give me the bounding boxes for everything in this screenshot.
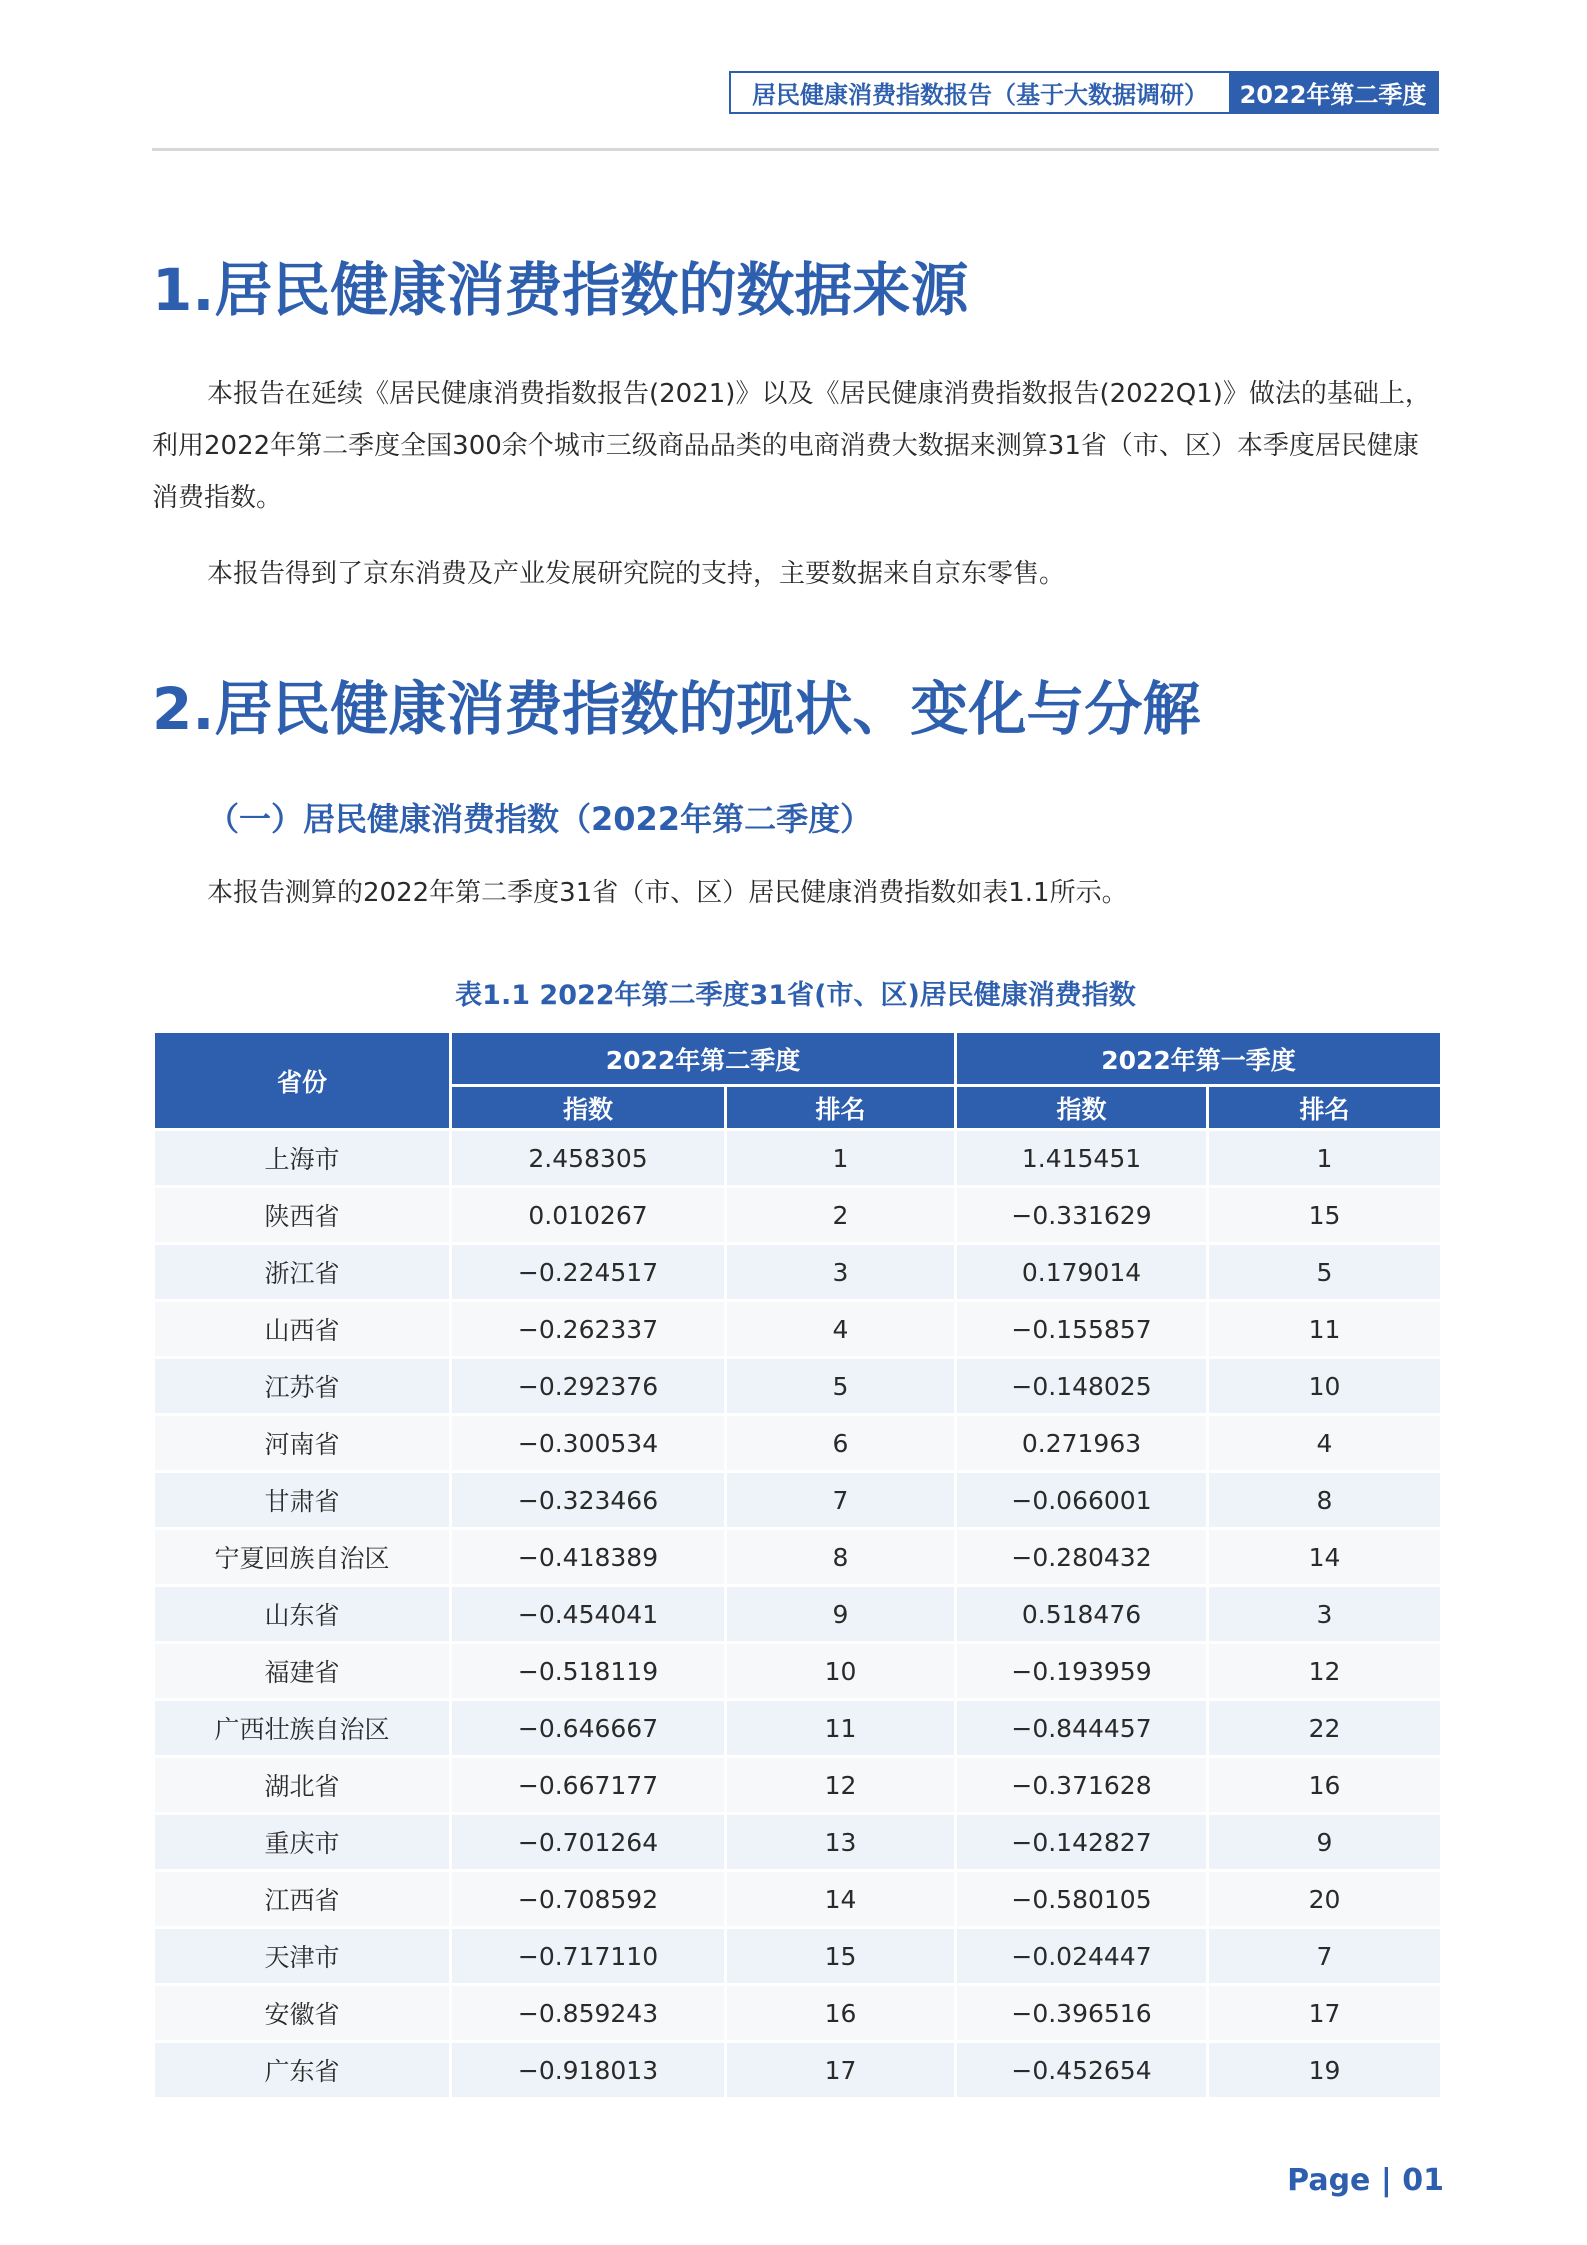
cell-q1-index: 0.271963 xyxy=(956,1415,1208,1472)
table-row xyxy=(154,1928,1442,1985)
table-row xyxy=(154,1130,1442,1187)
header-q1-index: 指数 xyxy=(956,1086,1208,1130)
table-caption: 表1.1 2022年第二季度31省(市、区)居民健康消费指数 xyxy=(455,980,1136,1011)
cell-q1-rank: 14 xyxy=(1208,1529,1442,1586)
running-header xyxy=(729,71,1439,114)
table-row xyxy=(154,1472,1442,1529)
cell-q2-rank: 7 xyxy=(726,1472,956,1529)
cell-q2-rank: 10 xyxy=(726,1643,956,1700)
cell-q1-index: −0.148025 xyxy=(956,1358,1208,1415)
cell-q2-index: −0.262337 xyxy=(451,1301,726,1358)
cell-q2-index: −0.224517 xyxy=(451,1244,726,1301)
cell-q1-rank: 3 xyxy=(1208,1586,1442,1643)
cell-q1-index: −0.580105 xyxy=(956,1871,1208,1928)
cell-q2-index: 2.458305 xyxy=(451,1130,726,1187)
header-group-q2: 2022年第二季度 xyxy=(451,1032,956,1086)
table-row xyxy=(154,1700,1442,1757)
cell-q1-rank: 17 xyxy=(1208,1985,1442,2042)
section2-heading: 2.居民健康消费指数的现状、变化与分解 xyxy=(152,675,1201,743)
cell-q1-index: −0.452654 xyxy=(956,2042,1208,2099)
cell-province: 宁夏回族自治区 xyxy=(154,1529,451,1586)
header-q2-index: 指数 xyxy=(451,1086,726,1130)
cell-q2-index: −0.292376 xyxy=(451,1358,726,1415)
header-group-q1: 2022年第一季度 xyxy=(956,1032,1442,1086)
table-row xyxy=(154,1187,1442,1244)
cell-province: 重庆市 xyxy=(154,1814,451,1871)
table-row xyxy=(154,1643,1442,1700)
cell-q2-rank: 2 xyxy=(726,1187,956,1244)
cell-q2-rank: 11 xyxy=(726,1700,956,1757)
cell-q2-rank: 15 xyxy=(726,1928,956,1985)
table-body xyxy=(154,1130,1442,2099)
cell-q2-rank: 1 xyxy=(726,1130,956,1187)
table-row xyxy=(154,2042,1442,2099)
cell-q2-rank: 13 xyxy=(726,1814,956,1871)
table-row xyxy=(154,1301,1442,1358)
table-row xyxy=(154,1358,1442,1415)
cell-q1-rank: 12 xyxy=(1208,1643,1442,1700)
cell-q2-rank: 12 xyxy=(726,1757,956,1814)
cell-q1-rank: 15 xyxy=(1208,1187,1442,1244)
cell-q1-rank: 9 xyxy=(1208,1814,1442,1871)
cell-q1-index: −0.155857 xyxy=(956,1301,1208,1358)
cell-q1-index: 0.518476 xyxy=(956,1586,1208,1643)
cell-q1-rank: 20 xyxy=(1208,1871,1442,1928)
header-divider xyxy=(152,148,1439,151)
cell-q1-index: −0.331629 xyxy=(956,1187,1208,1244)
table-row xyxy=(154,1985,1442,2042)
cell-q2-rank: 17 xyxy=(726,2042,956,2099)
index-table xyxy=(152,1030,1443,2100)
header-q1-rank: 排名 xyxy=(1208,1086,1442,1130)
cell-q2-rank: 4 xyxy=(726,1301,956,1358)
cell-q1-rank: 11 xyxy=(1208,1301,1442,1358)
cell-province: 山东省 xyxy=(154,1586,451,1643)
header-q2-rank: 排名 xyxy=(726,1086,956,1130)
cell-q1-rank: 5 xyxy=(1208,1244,1442,1301)
cell-q2-index: −0.717110 xyxy=(451,1928,726,1985)
page-number: Page | 01 xyxy=(1287,2163,1444,2198)
cell-q2-index: −0.667177 xyxy=(451,1757,726,1814)
cell-q1-index: −0.066001 xyxy=(956,1472,1208,1529)
table-row xyxy=(154,1415,1442,1472)
cell-q2-index: −0.646667 xyxy=(451,1700,726,1757)
cell-q1-rank: 10 xyxy=(1208,1358,1442,1415)
header-report-title: 居民健康消费指数报告（基于大数据调研） xyxy=(731,73,1229,112)
table-row xyxy=(154,1529,1442,1586)
cell-q2-index: −0.859243 xyxy=(451,1985,726,2042)
cell-province: 上海市 xyxy=(154,1130,451,1187)
cell-q1-index: −0.193959 xyxy=(956,1643,1208,1700)
header-period: 2022年第二季度 xyxy=(1229,73,1437,112)
section2-subheading: （一）居民健康消费指数（2022年第二季度） xyxy=(207,800,873,838)
header-province: 省份 xyxy=(154,1032,451,1130)
table-row xyxy=(154,1871,1442,1928)
table-row xyxy=(154,1586,1442,1643)
cell-q1-index: −0.142827 xyxy=(956,1814,1208,1871)
cell-q2-index: −0.300534 xyxy=(451,1415,726,1472)
section1-paragraph-1: 本报告在延续《居民健康消费指数报告(2021)》以及《居民健康消费指数报告(2022Q1)》做法的基础上，利用2022年第二季度全国300余个城市三级商品品类的电商消费大数据来测算31省（市、区）本季度居民健康消费指数。 xyxy=(152,379,1431,513)
cell-q2-index: −0.701264 xyxy=(451,1814,726,1871)
cell-q2-index: −0.454041 xyxy=(451,1586,726,1643)
cell-province: 广西壮族自治区 xyxy=(154,1700,451,1757)
cell-q1-index: −0.396516 xyxy=(956,1985,1208,2042)
cell-q2-rank: 14 xyxy=(726,1871,956,1928)
cell-q2-index: −0.918013 xyxy=(451,2042,726,2099)
cell-province: 广东省 xyxy=(154,2042,451,2099)
section2-intro: 本报告测算的2022年第二季度31省（市、区）居民健康消费指数如表1.1所示。 xyxy=(207,878,1128,908)
cell-q2-index: 0.010267 xyxy=(451,1187,726,1244)
cell-q1-index: −0.280432 xyxy=(956,1529,1208,1586)
cell-province: 江苏省 xyxy=(154,1358,451,1415)
cell-q2-index: −0.323466 xyxy=(451,1472,726,1529)
cell-province: 甘肃省 xyxy=(154,1472,451,1529)
cell-province: 福建省 xyxy=(154,1643,451,1700)
section1-paragraph-2: 本报告得到了京东消费及产业发展研究院的支持，主要数据来自京东零售。 xyxy=(207,559,1066,589)
cell-q2-rank: 5 xyxy=(726,1358,956,1415)
cell-q1-rank: 16 xyxy=(1208,1757,1442,1814)
table-row xyxy=(154,1757,1442,1814)
cell-q1-index: 1.415451 xyxy=(956,1130,1208,1187)
cell-q2-rank: 8 xyxy=(726,1529,956,1586)
cell-province: 天津市 xyxy=(154,1928,451,1985)
cell-q2-rank: 16 xyxy=(726,1985,956,2042)
cell-q1-index: −0.371628 xyxy=(956,1757,1208,1814)
cell-province: 河南省 xyxy=(154,1415,451,1472)
cell-province: 山西省 xyxy=(154,1301,451,1358)
section1-heading: 1.居民健康消费指数的数据来源 xyxy=(152,256,969,324)
cell-q2-rank: 6 xyxy=(726,1415,956,1472)
cell-q1-rank: 19 xyxy=(1208,2042,1442,2099)
table-row xyxy=(154,1244,1442,1301)
cell-q1-index: −0.844457 xyxy=(956,1700,1208,1757)
cell-q1-rank: 8 xyxy=(1208,1472,1442,1529)
cell-province: 浙江省 xyxy=(154,1244,451,1301)
cell-q1-rank: 7 xyxy=(1208,1928,1442,1985)
cell-q2-rank: 3 xyxy=(726,1244,956,1301)
cell-province: 湖北省 xyxy=(154,1757,451,1814)
cell-province: 陕西省 xyxy=(154,1187,451,1244)
table-row xyxy=(154,1814,1442,1871)
cell-province: 安徽省 xyxy=(154,1985,451,2042)
cell-q1-rank: 1 xyxy=(1208,1130,1442,1187)
cell-q2-index: −0.518119 xyxy=(451,1643,726,1700)
cell-q2-index: −0.418389 xyxy=(451,1529,726,1586)
cell-province: 江西省 xyxy=(154,1871,451,1928)
cell-q1-index: 0.179014 xyxy=(956,1244,1208,1301)
cell-q2-rank: 9 xyxy=(726,1586,956,1643)
cell-q1-rank: 4 xyxy=(1208,1415,1442,1472)
cell-q1-rank: 22 xyxy=(1208,1700,1442,1757)
cell-q2-index: −0.708592 xyxy=(451,1871,726,1928)
cell-q1-index: −0.024447 xyxy=(956,1928,1208,1985)
